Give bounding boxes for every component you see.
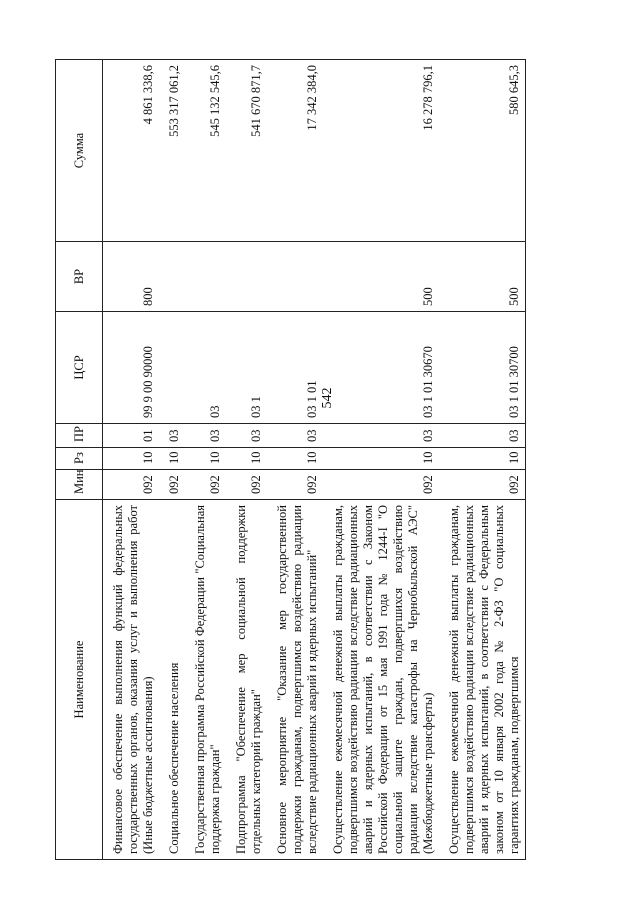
row-sum: 545 132 545,6: [185, 60, 226, 242]
row-csr: 99 9 00 90000: [103, 312, 160, 424]
table-row: [226, 60, 267, 860]
row-pr: 03: [323, 424, 439, 448]
row-min: 092: [103, 470, 160, 500]
row-csr: 03 1 01 30670: [323, 312, 439, 424]
row-rz: 10: [267, 448, 323, 470]
row-rz: 10: [439, 448, 526, 470]
row-csr: 03: [185, 312, 226, 424]
row-csr: 03 1 01: [267, 312, 323, 424]
budget-table-container: [55, 60, 585, 860]
row-name: Осуществление ежемесячной денежной выплаты гражданам, подвергшимся воздействию радиации вследствие радиационных аварий и ядерных испытаний, в соответствии с Федеральным законом от 10 января 2002 года № 2-ФЗ "О социальных гарантиях гражданам, подвергшимся: [439, 500, 526, 860]
row-vr: [185, 242, 226, 312]
row-min: 092: [323, 470, 439, 500]
row-pr: 03: [159, 424, 185, 448]
row-sum: 4 861 338,6: [103, 60, 160, 242]
row-csr: 03 1 01 30700: [439, 312, 526, 424]
row-pr: 01: [103, 424, 160, 448]
row-pr: 03: [185, 424, 226, 448]
row-vr: 500: [323, 242, 439, 312]
table-row: [323, 60, 439, 860]
header-sum: Сумма: [56, 60, 103, 242]
row-name: Основное мероприятие "Оказание мер государственной поддержки гражданам, подвергшимся воздействию радиации вследствие радиационных аварий и ядерных испытаний": [267, 500, 323, 860]
row-rz: 10: [103, 448, 160, 470]
header-vr: ВР: [56, 242, 103, 312]
header-pr: ПР: [56, 424, 103, 448]
row-sum: 541 670 871,7: [226, 60, 267, 242]
row-min: 092: [185, 470, 226, 500]
row-sum: 580 645,3: [439, 60, 526, 242]
header-name: Наименование: [56, 500, 103, 860]
row-vr: [159, 242, 185, 312]
row-min: 092: [226, 470, 267, 500]
table-viewport: [55, 60, 585, 860]
table-row: [267, 60, 323, 860]
header-row: [56, 60, 103, 860]
row-rz: 10: [226, 448, 267, 470]
row-name: Социальное обеспечение населения: [159, 500, 185, 860]
table-row: [185, 60, 226, 860]
page-number: 542: [320, 387, 335, 409]
table-row: [159, 60, 185, 860]
row-pr: 03: [439, 424, 526, 448]
row-min: 092: [439, 470, 526, 500]
row-name: Подпрограмма "Обеспечение мер социальной поддержки отдельных категорий граждан": [226, 500, 267, 860]
row-vr: [267, 242, 323, 312]
row-sum: 553 317 061,2: [159, 60, 185, 242]
table-row: [439, 60, 526, 860]
row-name: Государственная программа Российской Федерации "Социальная поддержка граждан": [185, 500, 226, 860]
row-csr: 03 1: [226, 312, 267, 424]
row-rz: 10: [159, 448, 185, 470]
header-min: Мин: [56, 470, 103, 500]
row-name: Осуществление ежемесячной денежной выплаты гражданам, подвергшимся воздействию радиации вследствие радиационных аварий и ядерных испытаний, в соответствии с Законом Российской Федерации от 15 мая 1991 года № 1244-I "О социальной защите граждан, подвергшихся воздействию радиации вследствие катастрофы на Чернобыльской АЭС" (Межбюджетные трансферты): [323, 500, 439, 860]
row-rz: 10: [323, 448, 439, 470]
row-min: 092: [267, 470, 323, 500]
row-csr: [159, 312, 185, 424]
row-sum: 16 278 796,1: [323, 60, 439, 242]
row-pr: 03: [226, 424, 267, 448]
table-row: [103, 60, 160, 860]
row-vr: [226, 242, 267, 312]
row-rz: 10: [185, 448, 226, 470]
row-pr: 03: [267, 424, 323, 448]
header-csr: ЦСР: [56, 312, 103, 424]
row-name: Финансовое обеспечение выполнения функций федеральных государственных органов, оказания услуг и выполнения работ (Иные бюджетные ассигнования): [103, 500, 160, 860]
row-vr: 500: [439, 242, 526, 312]
row-sum: 17 342 384,0: [267, 60, 323, 242]
header-rz: Рз: [56, 448, 103, 470]
row-vr: 800: [103, 242, 160, 312]
budget-table: [55, 59, 526, 860]
row-min: 092: [159, 470, 185, 500]
